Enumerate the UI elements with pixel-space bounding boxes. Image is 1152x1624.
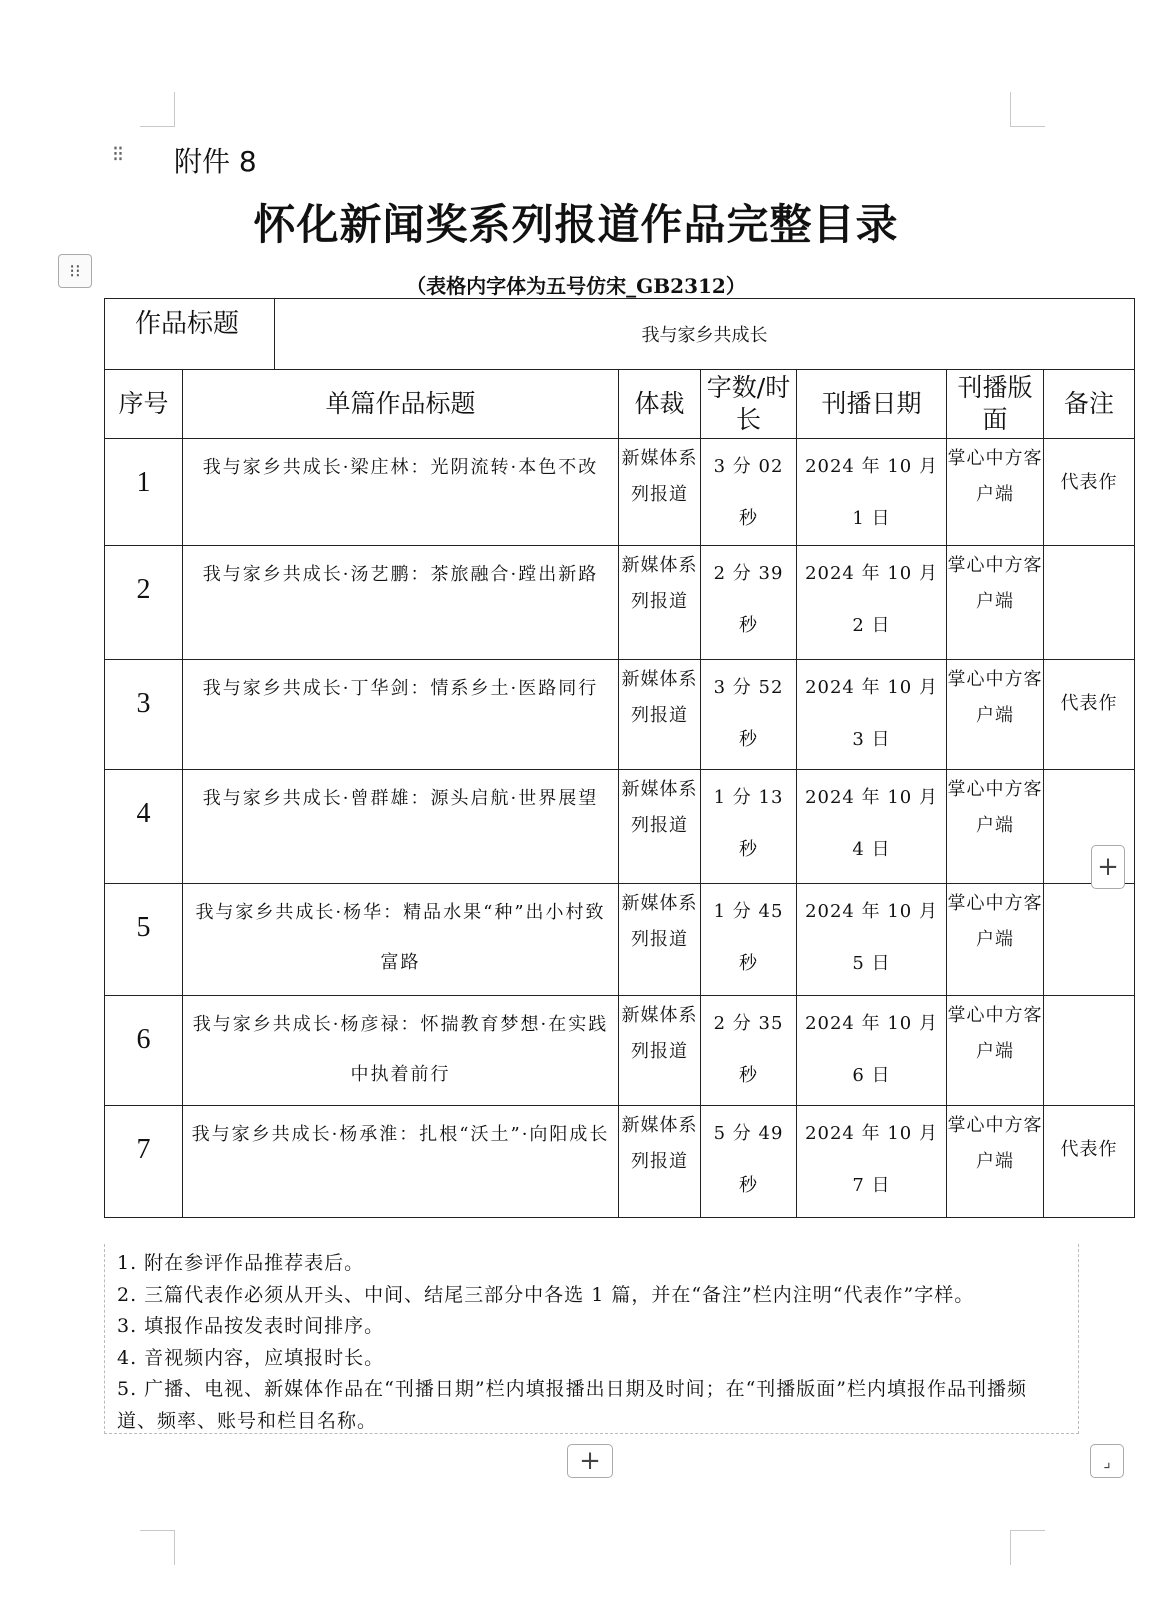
row-date-cell[interactable]: 2024 年 10 月 3 日 (797, 660, 947, 770)
table-row (105, 660, 1135, 770)
page-corner-mark (1010, 92, 1045, 127)
table-row (105, 996, 1135, 1106)
row-seq-cell[interactable]: 2 (105, 546, 183, 660)
row-piece-title-cell[interactable]: 我与家乡共成长·杨承淮：扎根“沃土”·向阳成长 (183, 1106, 619, 1218)
row-seq-cell[interactable]: 4 (105, 770, 183, 884)
table-row (105, 1106, 1135, 1218)
row-piece-title-cell[interactable]: 我与家乡共成长·汤艺鹏：茶旅融合·蹚出新路 (183, 546, 619, 660)
row-seq-cell[interactable]: 1 (105, 439, 183, 546)
row-length-cell[interactable]: 2 分 39 秒 (701, 546, 797, 660)
page-corner-mark (140, 1530, 175, 1565)
row-note-cell[interactable]: 代表作 (1044, 660, 1135, 770)
row-date-cell[interactable]: 2024 年 10 月 2 日 (797, 546, 947, 660)
table-move-handle-icon[interactable]: ⁝⁝ (58, 254, 92, 288)
table-row (105, 884, 1135, 996)
note-line: 2. 三篇代表作必须从开头、中间、结尾三部分中各选 1 篇，并在“备注”栏内注明“代表作”字样。 (117, 1283, 975, 1306)
row-genre-cell[interactable]: 新媒体系列报道 (619, 996, 701, 1106)
row-length-cell[interactable]: 1 分 45 秒 (701, 884, 797, 996)
row-seq-cell[interactable]: 3 (105, 660, 183, 770)
row-length-cell[interactable]: 1 分 13 秒 (701, 770, 797, 884)
row-date-cell[interactable]: 2024 年 10 月 6 日 (797, 996, 947, 1106)
document-title: 怀化新闻奖系列报道作品完整目录 (253, 200, 899, 249)
table-resize-icon[interactable]: ⌟ (1090, 1444, 1124, 1478)
row-date-cell[interactable]: 2024 年 10 月 4 日 (797, 770, 947, 884)
row-seq-cell[interactable]: 6 (105, 996, 183, 1106)
row-date-cell[interactable]: 2024 年 10 月 5 日 (797, 884, 947, 996)
header-genre: 体裁 (619, 370, 701, 439)
header-length: 字数/时长 (701, 370, 797, 439)
row-platform-cell[interactable]: 掌心中方客户端 (947, 1106, 1044, 1218)
note-line: 5. 广播、电视、新媒体作品在“刊播日期”栏内填报播出日期及时间；在“刊播版面”栏内填报作品刊播频道、频率、账号和栏目名称。 (117, 1378, 1028, 1432)
catalog-table (104, 298, 1135, 1218)
attachment-label: 附件 8 (174, 145, 257, 178)
row-date-cell[interactable]: 2024 年 10 月 7 日 (797, 1106, 947, 1218)
note-line: 4. 音视频内容，应填报时长。 (117, 1346, 385, 1369)
header-note: 备注 (1044, 370, 1135, 439)
header-seq: 序号 (105, 370, 183, 439)
row-length-cell[interactable]: 3 分 02 秒 (701, 439, 797, 546)
row-genre-cell[interactable]: 新媒体系列报道 (619, 546, 701, 660)
row-genre-cell[interactable]: 新媒体系列报道 (619, 439, 701, 546)
table-row (105, 770, 1135, 884)
row-platform-cell[interactable]: 掌心中方客户端 (947, 996, 1044, 1106)
row-date-cell[interactable]: 2024 年 10 月 1 日 (797, 439, 947, 546)
document-subtitle: （表格内字体为五号仿宋_GB2312） (406, 274, 746, 298)
row-piece-title-cell[interactable]: 我与家乡共成长·杨华：精品水果“种”出小村致富路 (183, 884, 619, 996)
note-line: 1. 附在参评作品推荐表后。 (117, 1252, 365, 1274)
row-note-cell[interactable]: 代表作 (1044, 439, 1135, 546)
row-platform-cell[interactable]: 掌心中方客户端 (947, 546, 1044, 660)
page-corner-mark (1010, 1530, 1045, 1565)
header-date: 刊播日期 (797, 370, 947, 439)
row-platform-cell[interactable]: 掌心中方客户端 (947, 770, 1044, 884)
row-note-cell[interactable] (1044, 884, 1135, 996)
row-length-cell[interactable]: 2 分 35 秒 (701, 996, 797, 1106)
header-piece: 单篇作品标题 (183, 370, 619, 439)
row-platform-cell[interactable]: 掌心中方客户端 (947, 439, 1044, 546)
work-title-value[interactable]: 我与家乡共成长 (275, 299, 1135, 370)
row-genre-cell[interactable]: 新媒体系列报道 (619, 660, 701, 770)
row-seq-cell[interactable]: 7 (105, 1106, 183, 1218)
row-platform-cell[interactable]: 掌心中方客户端 (947, 884, 1044, 996)
paragraph-drag-handle-icon[interactable]: ⁝⁝ (112, 142, 122, 167)
table-row (105, 439, 1135, 546)
row-length-cell[interactable]: 3 分 52 秒 (701, 660, 797, 770)
add-column-button[interactable]: + (1091, 845, 1125, 889)
header-platform: 刊播版面 (947, 370, 1044, 439)
row-genre-cell[interactable]: 新媒体系列报道 (619, 884, 701, 996)
row-piece-title-cell[interactable]: 我与家乡共成长·丁华剑：情系乡土·医路同行 (183, 660, 619, 770)
page-corner-mark (140, 92, 175, 127)
row-genre-cell[interactable]: 新媒体系列报道 (619, 770, 701, 884)
row-note-cell[interactable]: 代表作 (1044, 1106, 1135, 1218)
table-row (105, 546, 1135, 660)
row-piece-title-cell[interactable]: 我与家乡共成长·杨彦禄：怀揣教育梦想·在实践中执着前行 (183, 996, 619, 1106)
row-note-cell[interactable] (1044, 996, 1135, 1106)
row-length-cell[interactable]: 5 分 49 秒 (701, 1106, 797, 1218)
work-title-label: 作品标题 (105, 299, 275, 370)
row-note-cell[interactable] (1044, 546, 1135, 660)
notes-block (104, 1244, 1079, 1434)
row-platform-cell[interactable]: 掌心中方客户端 (947, 660, 1044, 770)
note-line: 3. 填报作品按发表时间排序。 (117, 1315, 385, 1337)
row-piece-title-cell[interactable]: 我与家乡共成长·梁庄林：光阴流转·本色不改 (183, 439, 619, 546)
add-row-button[interactable]: + (567, 1444, 613, 1478)
row-genre-cell[interactable]: 新媒体系列报道 (619, 1106, 701, 1218)
row-seq-cell[interactable]: 5 (105, 884, 183, 996)
row-piece-title-cell[interactable]: 我与家乡共成长·曾群雄：源头启航·世界展望 (183, 770, 619, 884)
